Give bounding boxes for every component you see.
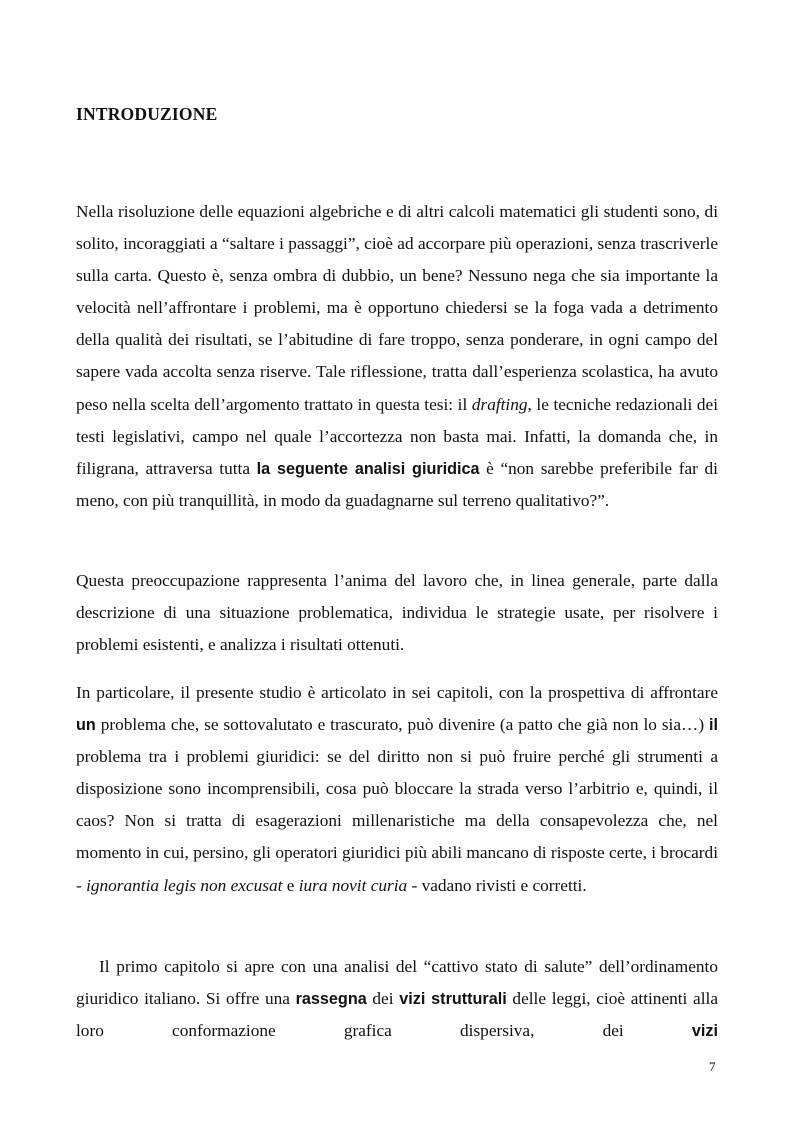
paragraph-3-bold-1: un: [76, 716, 96, 735]
paragraph-1-italic-1: drafting: [471, 394, 528, 414]
paragraph-4: [76, 951, 718, 1047]
paragraph-4-text-3: delle leggi, cioè attinenti alla loro conformazione grafica dispersiva, dei: [76, 989, 718, 1041]
paragraph-3-italic-2: iura novit curia: [298, 875, 408, 895]
paragraph-1: [76, 196, 718, 517]
paragraph-3-text-5: - vadano rivisti e corretti.: [407, 875, 587, 895]
paragraph-4-text-1: Il primo capitolo si apre con una analisi del “cattivo stato di salute” dell’ordinamento giuridico italiano. Si offre una: [76, 957, 718, 1009]
paragraph-3-text-3: problema tra i problemi giuridici: se del diritto non si può fruire perché gli strumenti a disposizione sono incomprensibili, cosa può bloccare la strada verso l’arbitrio e, quindi, il caos? Non si tratta di esagerazioni millenaristiche ma della consapevolezza che, nel momento in cui, persino, gli operatori giuridici più abili mancano di risposte certe, i brocardi -: [76, 747, 718, 895]
page-number: 7: [709, 1059, 716, 1074]
paragraph-1-text-2: , le tecniche redazionali dei testi legislativi, campo nel quale l’accortezza non basta mai. Infatti, la domanda che, in filigrana, attraversa tutta: [76, 394, 718, 478]
paragraph-4-bold-2: vizi strutturali: [399, 990, 507, 1009]
paragraph-3-text-4: e: [282, 875, 299, 895]
paragraph-2: [76, 565, 718, 661]
paragraph-4-bold-1: rassegna: [295, 990, 367, 1009]
paragraph-1-bold-1: la seguente analisi giuridica: [256, 459, 480, 478]
paragraph-3-text-1: In particolare, il presente studio è articolato in sei capitoli, con la prospettiva di affrontare: [76, 683, 718, 702]
paragraph-3-text-2: problema che, se sottovalutato e trascurato, può divenire (a patto che già non lo sia…): [95, 715, 709, 735]
paragraph-4-text-2: dei: [366, 989, 400, 1009]
paragraph-1-text-3: è “non sarebbe preferibile far di meno, con più tranquillità, in modo da guadagnarne sul terreno qualitativo?”.: [76, 458, 718, 510]
paragraph-3-italic-1: ignorantia legis non excusat: [86, 875, 283, 895]
paragraph-1-text-1: Nella risoluzione delle equazioni algebriche e di altri calcoli matematici gli studenti sono, di solito, incoraggiati a “saltare i passaggi”, cioè ad accorpare più operazioni, senza trascriverle sulla carta. Questo è, senza ombra di dubbio, un bene? Nessuno nega che sia importante la velocità nell’affrontare i problemi, ma è opportuno chiedersi se la foga vada a detrimento della qualità dei risultati, se l’abitudine di fare troppo, senza ponderare, in ogni campo del sapere vada accolta senza riserve. Tale riflessione, tratta dall’esperienza scolastica, ha avuto peso nella scelta dell’argomento trattato in questa tesi: il: [76, 202, 718, 414]
section-heading: INTRODUZIONE: [76, 104, 218, 124]
paragraph-3: [76, 677, 718, 902]
paragraph-3-bold-2: il: [709, 716, 718, 735]
paragraph-2-text: Questa preoccupazione rappresenta l’anima del lavoro che, in linea generale, parte dalla descrizione di una situazione problematica, individua le strategie usate, per risolvere i problemi esistenti, e analizza i risultati ottenuti.: [76, 571, 718, 655]
paragraph-4-bold-3: vizi: [691, 1022, 718, 1041]
